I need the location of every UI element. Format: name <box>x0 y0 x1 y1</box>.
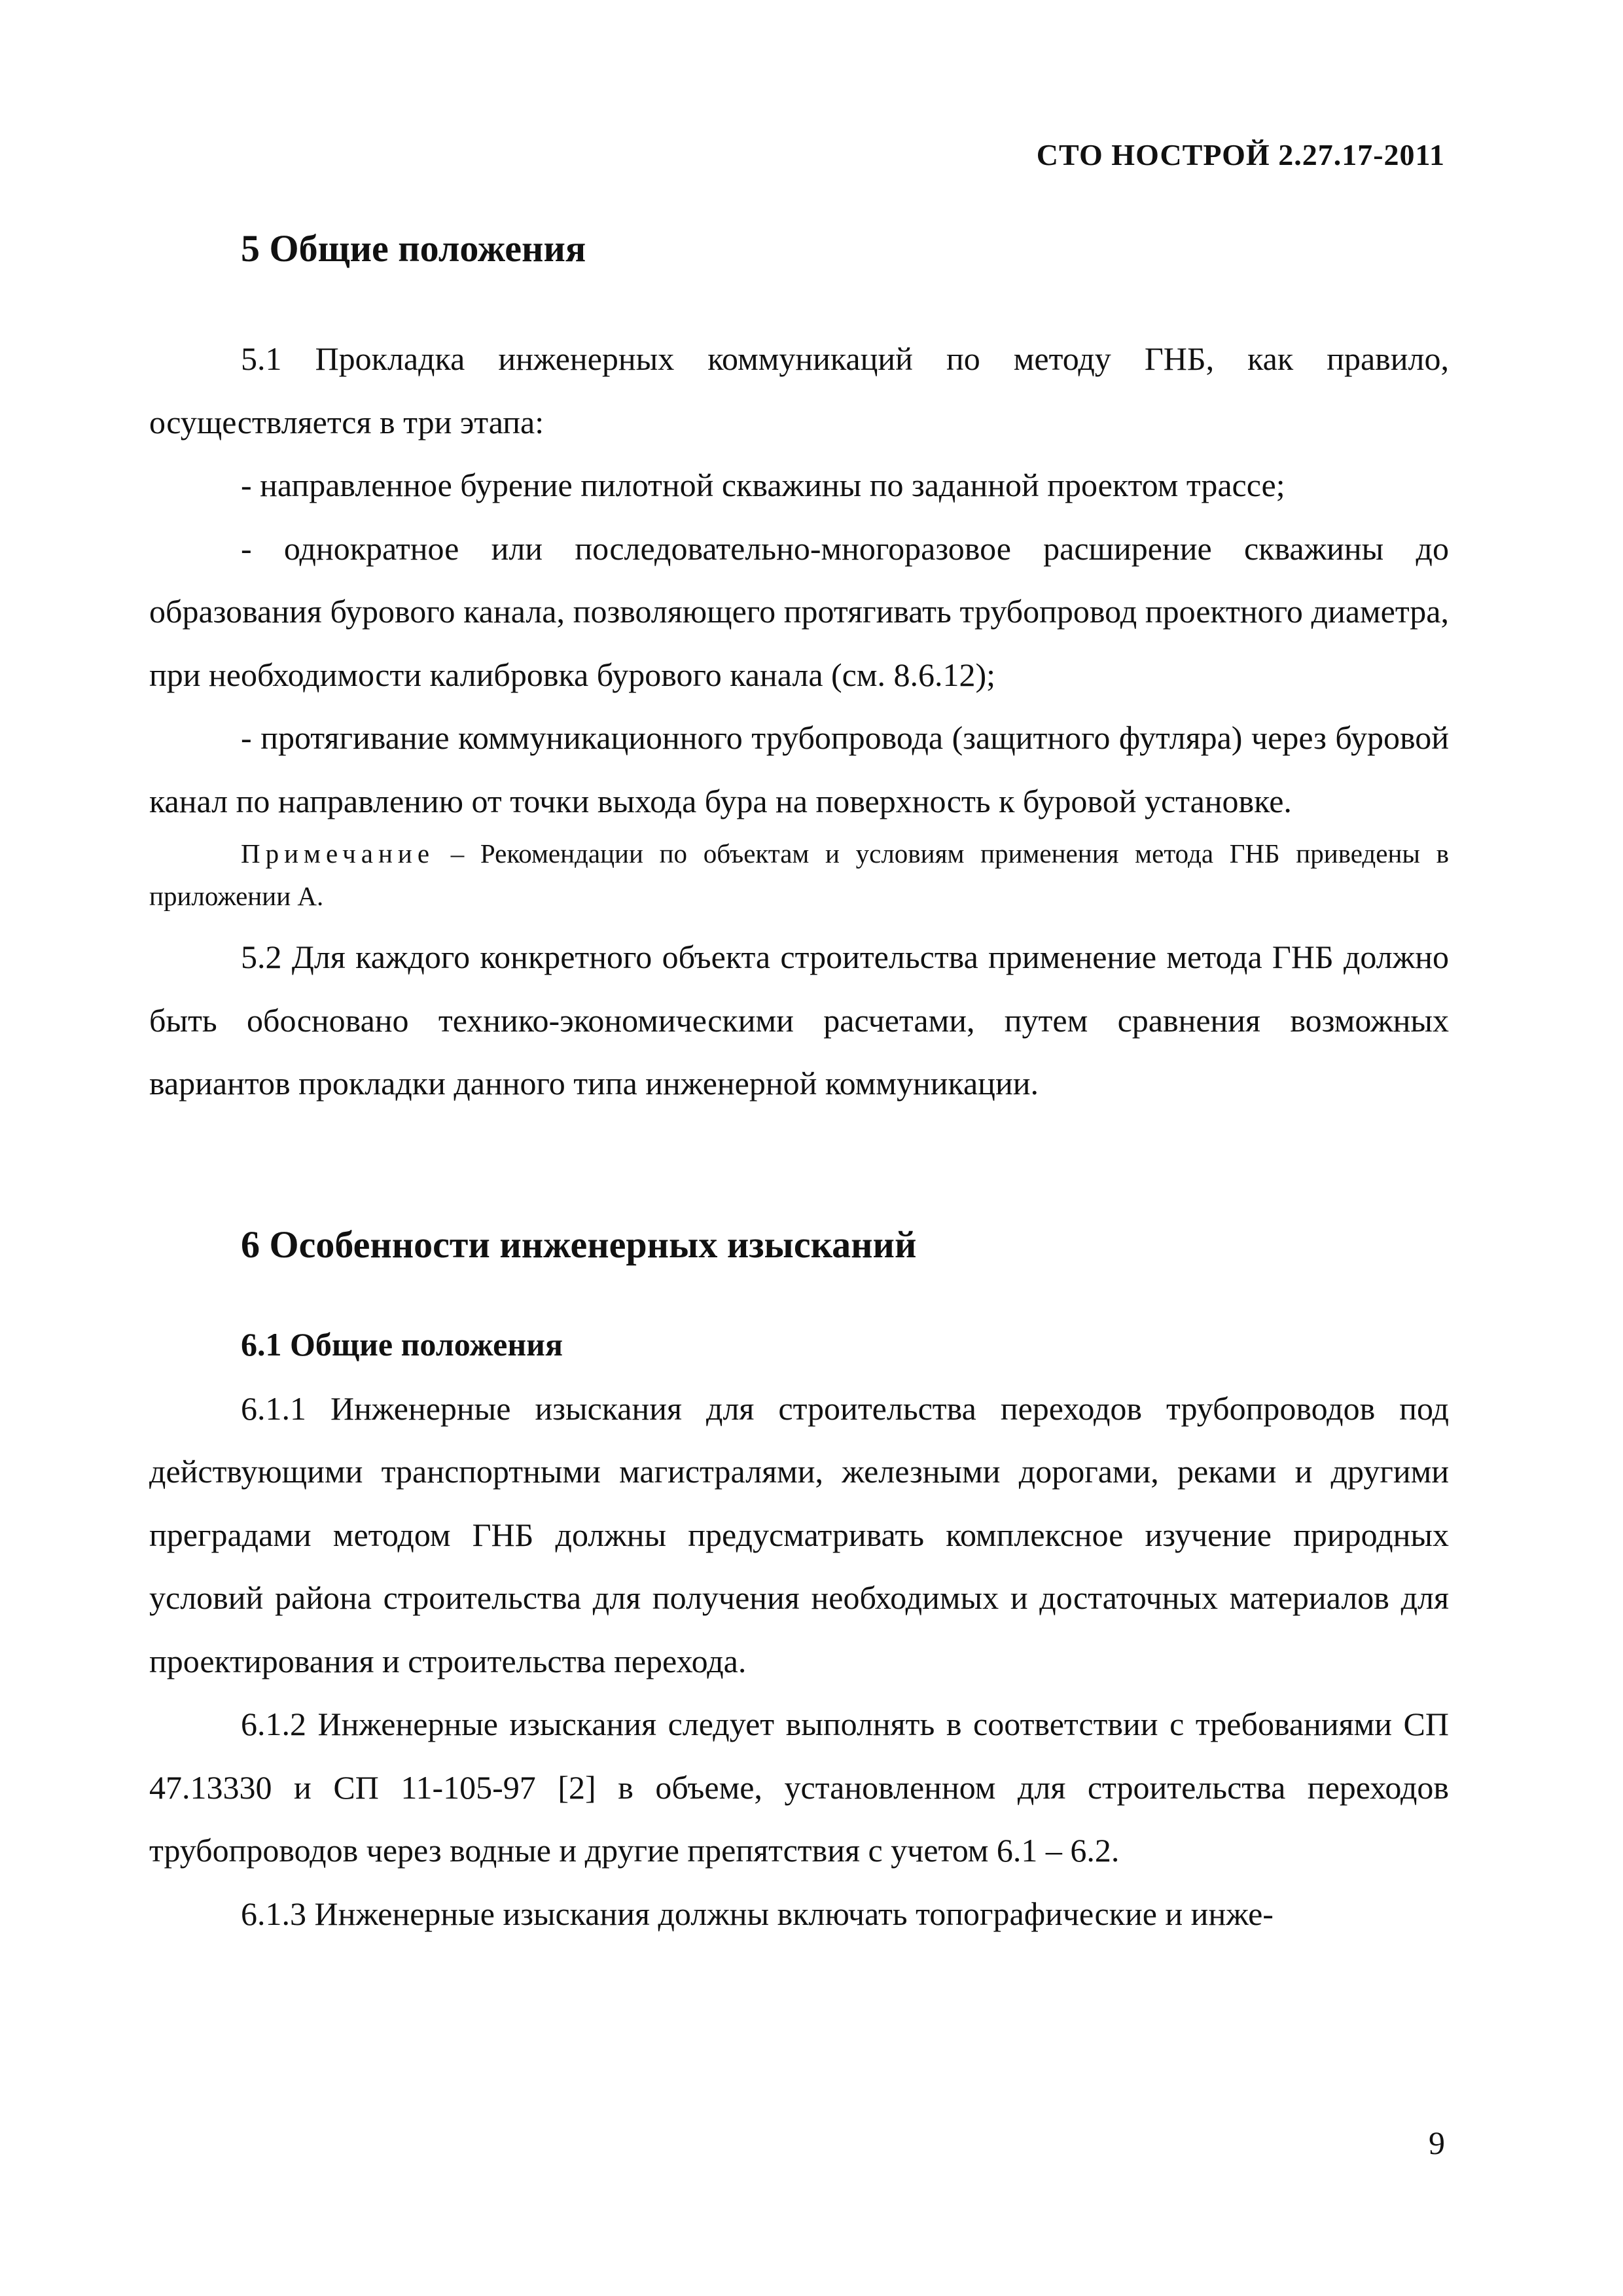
document-body <box>149 216 1449 1945</box>
bullet-pullback: - протягивание коммуникационного трубопровода (защитного футляра) через буровой канал по направлению от точки выхода бура на поверхность к буровой установке. <box>149 719 1449 819</box>
bullet-drilling: - направленное бурение пилотной скважины по заданной проектом трассе; <box>241 467 1285 503</box>
note-text: – Рекомендации по объектам и условиям применения метода ГНБ приведены в приложении А. <box>149 838 1449 911</box>
page-number: 9 <box>1429 2125 1445 2161</box>
paragraph-6-1-2: 6.1.2 Инженерные изыскания следует выполнять в соответствии с требованиями СП 47.13330 и СП 11-105-97 [2] в объеме, установленном для строительства переходов трубопроводов через водные и другие препятствия с учетом 6.1 – 6.2. <box>149 1706 1449 1869</box>
document-code-header: СТО НОСТРОЙ 2.27.17-2011 <box>1036 138 1445 171</box>
section-5-title: 5 Общие положения <box>241 227 586 270</box>
section-6-title: 6 Особенности инженерных изысканий <box>241 1223 917 1266</box>
subsection-6-1-title: 6.1 Общие положения <box>241 1325 563 1363</box>
paragraph-6-1-1: 6.1.1 Инженерные изыскания для строительства переходов трубопроводов под действующими транспортными магистралями, железными дорогами, реками и другими преградами методом ГНБ должны предусматривать комплексное изучение природных условий района строительства для получения необходимых и достаточных материалов для проектирования и строительства перехода. <box>149 1390 1449 1679</box>
bullet-reaming: - однократное или последовательно-многоразовое расширение скважины до образования бурового канала, позволяющего протягивать трубопровод проектного диаметра, при необходимости калибровка бурового канала (см. 8.6.12); <box>149 529 1449 693</box>
note-block <box>149 833 1449 918</box>
paragraph-6-1-3: 6.1.3 Инженерные изыскания должны включать топографические и инже- <box>241 1895 1274 1932</box>
paragraph-5-1: 5.1 Прокладка инженерных коммуникаций по методу ГНБ, как правило, осуществляется в три этапа: <box>149 340 1449 440</box>
paragraph-5-2: 5.2 Для каждого конкретного объекта строительства применение метода ГНБ должно быть обосновано технико-экономическими расчетами, путем сравнения возможных вариантов прокладки данного типа инженерной коммуникации. <box>149 939 1449 1102</box>
note-label: Примечание <box>241 838 435 869</box>
